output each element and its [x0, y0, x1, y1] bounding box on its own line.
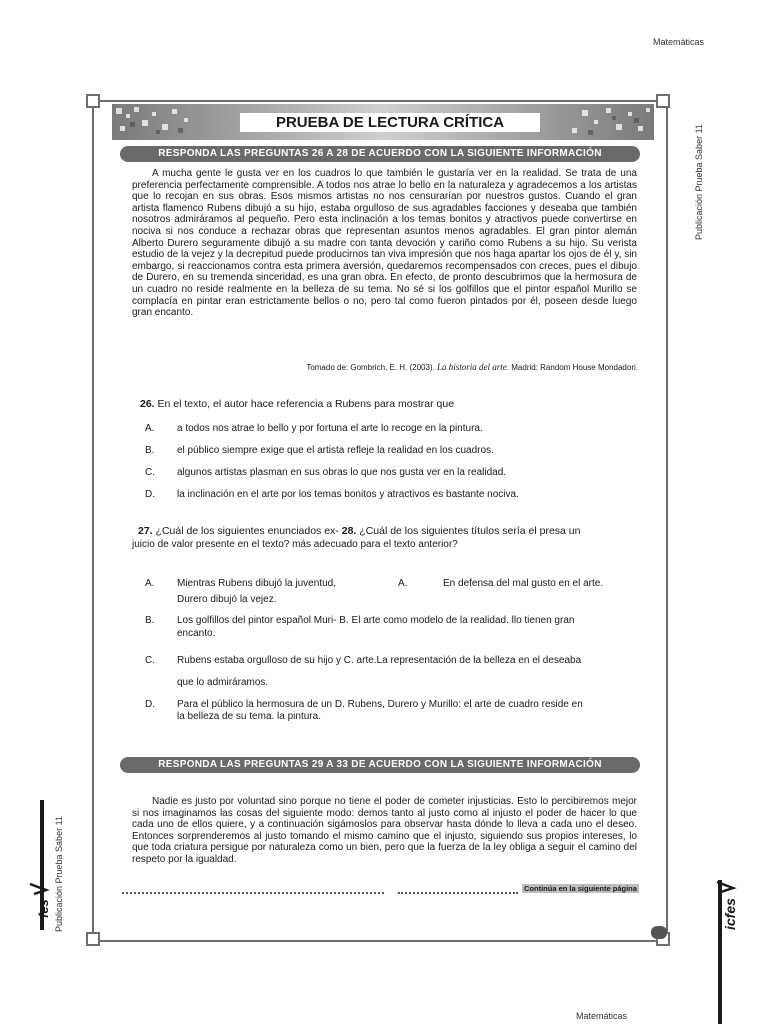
- option-text: el público siempre exige que el artista refleje la realidad en los cuadros.: [177, 445, 494, 456]
- svg-text:fes: fes: [36, 899, 51, 918]
- question-26: [140, 398, 454, 410]
- option-label: A.: [398, 578, 408, 589]
- side-label-right-text: Publicación Prueba Saber 11: [694, 124, 704, 240]
- q27-28-option-b[interactable]: [145, 615, 640, 626]
- option-label: B.: [145, 445, 155, 456]
- q26-option-a[interactable]: [145, 423, 483, 434]
- option-text: Mientras Rubens dibujó la juventud,: [177, 578, 336, 589]
- source-suffix: . Madrid: Random House Mondadori.: [506, 363, 638, 372]
- q28-option-a[interactable]: [398, 578, 603, 589]
- q27-28-option-b-cont: encanto.: [177, 628, 216, 639]
- option-text: Para el público la hermosura de un D. Rubens, Durero y Murillo: el arte de cuadro reside en: [177, 699, 583, 710]
- passage-2-text: Nadie es justo por voluntad sino porque no tiene el poder de cometer injusticias. Esto lo percibiremos mejor si nos imaginamos las cosas del siguiente modo: demos tanto al justo como al injusto el poder de hacer lo que cada uno de ellos quiere, y a continuación sigámoslos para observar hasta dónde lo lleva a cada uno el deseo. Entonces sorprenderemos al justo tomando el mismo camino que el injusto, siguiendo sus propios intereses, lo que toda criatura persigue por naturaleza como un bien, pero que la fuerza de la ley obliga a seguir el camino del respeto por la igualdad.: [132, 796, 637, 865]
- option-label: A.: [145, 423, 155, 434]
- icfes-logo-left: [28, 872, 56, 932]
- section-header-26-28: RESPONDA LAS PREGUNTAS 26 A 28 DE ACUERDO CON LA SIGUIENTE INFORMACIÓN: [120, 146, 640, 162]
- passage-source: [132, 362, 638, 372]
- svg-text:icfes: icfes: [722, 898, 738, 930]
- reading-passage-1: [132, 168, 637, 319]
- reading-passage-2: [132, 796, 637, 866]
- question-27-28-stem-line2: juicio de valor presente en el texto? más adecuado para el texto anterior?: [132, 539, 458, 550]
- header-subject: Matemáticas: [652, 37, 704, 47]
- source-title: La historia del arte: [437, 362, 507, 372]
- q27-28-option-d[interactable]: [145, 699, 640, 710]
- question-26-number: 26.: [140, 398, 155, 410]
- side-publication-label-right: [694, 124, 714, 260]
- continue-next-page: Continúa en la siguiente página: [524, 884, 637, 893]
- q26-option-c[interactable]: [145, 467, 506, 478]
- footer-dotted-line-mid: [398, 892, 518, 894]
- option-text: la inclinación en el arte por los temas bonitos y atractivos es bastante nociva.: [177, 489, 519, 500]
- question-26-stem: En el texto, el autor hace referencia a Rubens para mostrar que: [157, 398, 455, 410]
- question-28-number: 28.: [341, 525, 357, 537]
- option-label: D.: [145, 489, 155, 500]
- page-tab-marker: [651, 926, 667, 939]
- option-text: algunos artistas plasman en sus obras lo que nos gusta ver en la realidad.: [177, 467, 507, 478]
- footer-dotted-line-left: [122, 892, 384, 894]
- option-text: En defensa del mal gusto en el arte.: [443, 578, 604, 589]
- option-label: C.: [145, 655, 155, 666]
- option-label: D.: [145, 699, 155, 710]
- q27-28-option-d-cont: la belleza de su tema. la pintura.: [177, 711, 321, 722]
- source-prefix: Tomado de: Gombrich, E. H. (2003).: [306, 363, 435, 372]
- page-title: PRUEBA DE LECTURA CRÍTICA: [240, 113, 540, 132]
- q27-28-option-c-cont: que lo admiráramos.: [177, 677, 269, 688]
- option-label: C.: [145, 467, 155, 478]
- option-text: a todos nos atrae lo bello y por fortuna el arte lo recoge en la pintura.: [177, 423, 483, 434]
- option-text: Los golfillos del pintor español Muri- B. El arte como modelo de la realidad. llo tienen gran: [177, 615, 575, 626]
- q26-option-d[interactable]: [145, 489, 519, 500]
- option-label: A.: [145, 578, 155, 589]
- footer-subject: Matemáticas: [576, 1011, 628, 1021]
- question-27-28-stem: [138, 525, 638, 537]
- section-header-29-33: RESPONDA LAS PREGUNTAS 29 A 33 DE ACUERDO CON LA SIGUIENTE INFORMACIÓN: [120, 757, 640, 773]
- q27-option-a-cont: Durero dibujó la vejez.: [177, 594, 277, 605]
- option-text: Rubens estaba orgulloso de su hijo y C. arte.La representación de la belleza en el deseaba: [177, 655, 582, 666]
- icfes-logo-right: [715, 880, 743, 940]
- q27-28-option-c[interactable]: [145, 655, 640, 666]
- q27-option-a[interactable]: [145, 578, 336, 589]
- frame-corner-tl: [86, 94, 100, 108]
- question-28-stem-start: ¿Cuál de los siguientes títulos sería el presa un: [359, 525, 581, 537]
- passage-1-text: A mucha gente le gusta ver en los cuadros lo que también le gustaría ver en la realidad. Se trata de una preferencia perfectamente comprensible. A todos nos atrae lo bello en la naturaleza y agradecemos a los artistas que lo recojan en sus obras. Esos mismos artistas no nos censurarían por nuestros gustos. Cuando el gran artista flamenco Rubens dibujó a su hijo, estaba orgulloso de sus agradables facciones y deseaba que también nosotros admiráramos al pequeño. Pero esta inclinación a los temas bonitos y atractivos puede convertirse en nociva si nos conduce a rechazar obras que representan asuntos menos agradables. El gran pintor alemán Alberto Durero seguramente dibujó a su madre con tanta devoción y cariño como Rubens a su hijo. Su verista estudio de la vejez y la decrepitud puede producirnos tan viva impresión que nos haga apartar los ojos de él y, sin embargo, si reaccionamos contra esta primera aversión, quedaremos recompensados con creces, pues el dibujo de Durero, en su tremenda sinceridad, es una gran obra. En efecto, de pronto descubrimos que la hermosura de un cuadro no reside realmente en la belleza de su tema. No sé si los golfillos que el pintor español Murillo se complacía en pintar eran estrictamente bellos o no, pero tal como fueron pintados por él, poseen desde luego gran encanto.: [132, 168, 637, 319]
- option-label: B.: [145, 615, 155, 626]
- q26-option-b[interactable]: [145, 445, 494, 456]
- frame-corner-tr: [656, 94, 670, 108]
- side-label-left-text: Publicación Prueba Saber 11: [54, 816, 64, 932]
- question-27-number: 27.: [138, 525, 153, 537]
- frame-corner-bl: [86, 932, 100, 946]
- question-27-stem-start: ¿Cuál de los siguientes enunciados ex-: [155, 525, 339, 537]
